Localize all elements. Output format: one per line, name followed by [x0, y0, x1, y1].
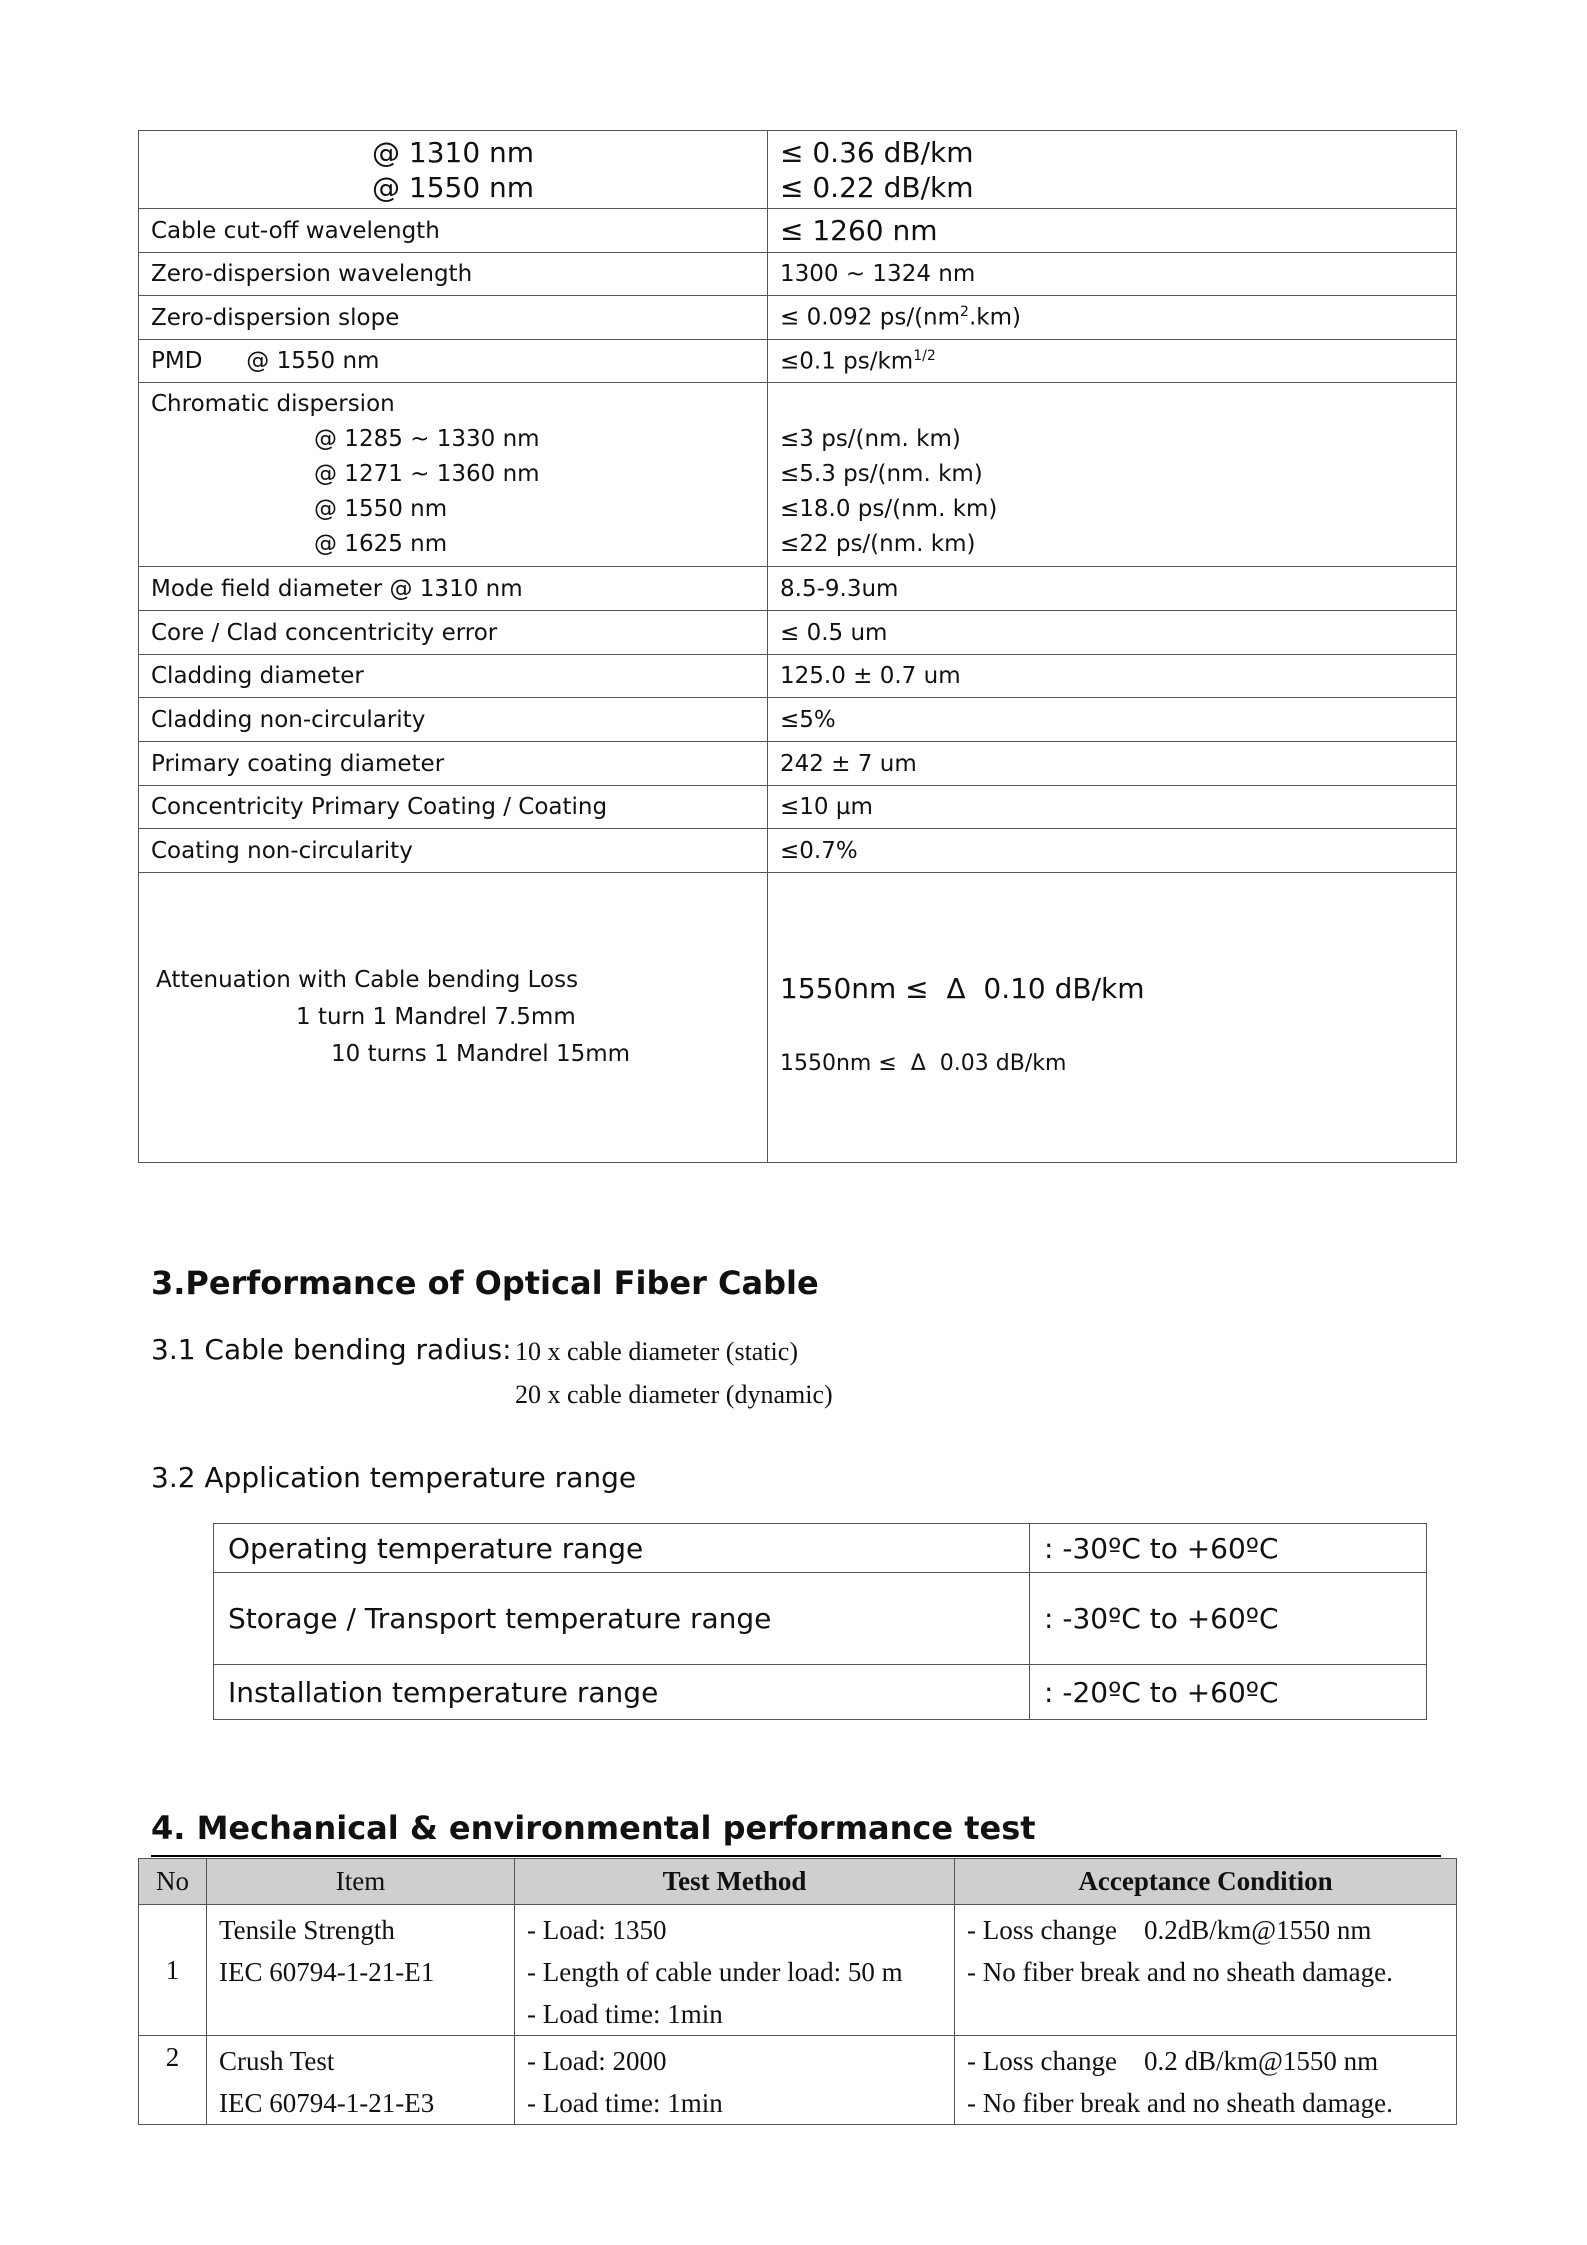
- mechanical-test-table: [138, 1858, 1457, 2125]
- value-cell: [768, 296, 1457, 340]
- value-cell: ≤0.7%: [768, 829, 1457, 873]
- value-text: .km): [968, 304, 1021, 331]
- bending-line: 10 turns 1 Mandrel 15mm: [331, 1041, 631, 1067]
- value-cell: [768, 340, 1457, 383]
- value-cell: 125.0 ± 0.7 um: [768, 655, 1457, 698]
- table-row: [139, 296, 1457, 340]
- temperature-table: [213, 1523, 1427, 1720]
- value-cell: 1300 ~ 1324 nm: [768, 253, 1457, 296]
- temp-label: Storage / Transport temperature range: [214, 1573, 1030, 1665]
- bending-title: Attenuation with Cable bending Loss: [156, 967, 579, 993]
- param-cell: Coating non-circularity: [139, 829, 768, 873]
- table-row: [139, 340, 1457, 383]
- param-line: @ 1285 ~ 1330 nm: [314, 426, 540, 452]
- column-header-item: Item: [207, 1859, 515, 1905]
- column-header-method: Test Method: [515, 1859, 955, 1905]
- row-number: 2: [139, 2036, 207, 2125]
- item-line: Crush Test: [219, 2046, 335, 2076]
- superscript: 2: [960, 304, 969, 321]
- param-cell: Cladding diameter: [139, 655, 768, 698]
- fiber-spec-table: [138, 130, 1457, 1163]
- acceptance-line: - No fiber break and no sheath damage.: [967, 2088, 1393, 2118]
- temp-label: Operating temperature range: [214, 1524, 1030, 1573]
- superscript: 1/2: [913, 347, 936, 364]
- table-row: [139, 1905, 1457, 2036]
- acceptance-cell: [955, 2036, 1457, 2125]
- section-4-heading: 4. Mechanical & environmental performance test: [151, 1809, 1036, 1847]
- table-row: [139, 209, 1457, 253]
- param-cell: Zero-dispersion wavelength: [139, 253, 768, 296]
- table-row: [139, 383, 1457, 567]
- table-row: [139, 786, 1457, 829]
- param-cell: Core / Clad concentricity error: [139, 611, 768, 655]
- section-3-heading: 3.Performance of Optical Fiber Cable: [151, 1264, 819, 1302]
- param-line: @ 1310 nm: [372, 135, 535, 169]
- method-cell: [515, 2036, 955, 2125]
- table-row: [139, 567, 1457, 611]
- param-cell: Cable cut-off wavelength: [139, 209, 768, 253]
- method-line: - Load time: 1min: [527, 2088, 723, 2118]
- bending-value-1: 1550nm ≤ Δ 0.10 dB/km: [780, 972, 1145, 1005]
- bending-radius-label: 3.1 Cable bending radius:: [151, 1333, 512, 1366]
- value-line: ≤ 0.36 dB/km: [780, 135, 974, 169]
- bending-params: [139, 873, 768, 1163]
- table-row: [214, 1524, 1427, 1573]
- acceptance-line: - No fiber break and no sheath damage.: [967, 1957, 1393, 1987]
- table-row: [139, 655, 1457, 698]
- temp-value: : -30ºC to +60ºC: [1030, 1573, 1427, 1665]
- param-line: @ 1550 nm: [314, 496, 448, 522]
- table-row: [214, 1573, 1427, 1665]
- attenuation-values: [768, 131, 1457, 209]
- value-line: ≤ 0.22 dB/km: [780, 170, 974, 204]
- param-cell: Zero-dispersion slope: [139, 296, 768, 340]
- value-line: ≤3 ps/(nm. km): [780, 426, 961, 452]
- bending-value-2: 1550nm ≤ Δ 0.03 dB/km: [780, 1051, 1067, 1076]
- method-line: - Load: 1350: [527, 1915, 667, 1945]
- param-line: @ 1550 nm: [372, 170, 535, 204]
- table-row: [139, 2036, 1457, 2125]
- item-line: IEC 60794-1-21-E3: [219, 2088, 435, 2118]
- row-number: 1: [139, 1905, 207, 2036]
- chromatic-values: [768, 383, 1457, 567]
- method-cell: [515, 1905, 955, 2036]
- method-line: - Length of cable under load: 50 m: [527, 1957, 903, 1987]
- param-line: @ 1271 ~ 1360 nm: [314, 461, 540, 487]
- temp-label: Installation temperature range: [214, 1665, 1030, 1720]
- value-cell: 242 ± 7 um: [768, 742, 1457, 786]
- table-row: [139, 742, 1457, 786]
- table-row: [139, 131, 1457, 209]
- param-cell: Primary coating diameter: [139, 742, 768, 786]
- method-line: - Load: 2000: [527, 2046, 667, 2076]
- value-line: ≤18.0 ps/(nm. km): [780, 496, 998, 522]
- attenuation-params: [139, 131, 768, 209]
- value-text: ≤0.1 ps/km: [780, 348, 914, 375]
- value-text: ≤ 0.092 ps/(nm: [780, 304, 961, 331]
- item-cell: [207, 2036, 515, 2125]
- param-cell: Cladding non-circularity: [139, 698, 768, 742]
- table-row: [139, 829, 1457, 873]
- temp-value: : -30ºC to +60ºC: [1030, 1524, 1427, 1573]
- param-cell: PMD @ 1550 nm: [139, 340, 768, 383]
- item-line: Tensile Strength: [219, 1915, 395, 1945]
- value-line: ≤22 ps/(nm. km): [780, 531, 976, 557]
- table-row: [139, 698, 1457, 742]
- value-cell: 8.5-9.3um: [768, 567, 1457, 611]
- heading-underline: [151, 1855, 1441, 1857]
- temp-value: : -20ºC to +60ºC: [1030, 1665, 1427, 1720]
- item-cell: [207, 1905, 515, 2036]
- table-row: [139, 253, 1457, 296]
- temperature-range-label: 3.2 Application temperature range: [151, 1461, 637, 1494]
- value-cell: ≤10 µm: [768, 786, 1457, 829]
- item-line: IEC 60794-1-21-E1: [219, 1957, 435, 1987]
- value-cell: ≤5%: [768, 698, 1457, 742]
- bending-values: [768, 873, 1457, 1163]
- acceptance-line: - Loss change 0.2dB/km@1550 nm: [967, 1915, 1372, 1945]
- table-header-row: [139, 1859, 1457, 1905]
- value-cell: ≤ 0.5 um: [768, 611, 1457, 655]
- table-row: [139, 873, 1457, 1163]
- table-row: [139, 611, 1457, 655]
- value-line: ≤5.3 ps/(nm. km): [780, 461, 983, 487]
- param-cell: Concentricity Primary Coating / Coating: [139, 786, 768, 829]
- method-line: - Load time: 1min: [527, 1999, 723, 2029]
- acceptance-line: - Loss change 0.2 dB/km@1550 nm: [967, 2046, 1379, 2076]
- column-header-no: No: [139, 1859, 207, 1905]
- bending-radius-dynamic: 20 x cable diameter (dynamic): [515, 1380, 833, 1409]
- value-cell: ≤ 1260 nm: [768, 209, 1457, 253]
- bending-line: 1 turn 1 Mandrel 7.5mm: [296, 1004, 576, 1030]
- chromatic-params: [139, 383, 768, 567]
- column-header-acceptance: Acceptance Condition: [955, 1859, 1457, 1905]
- chromatic-title: Chromatic dispersion: [151, 391, 395, 417]
- param-cell: Mode field diameter @ 1310 nm: [139, 567, 768, 611]
- bending-radius-static: 10 x cable diameter (static): [515, 1337, 798, 1366]
- acceptance-cell: [955, 1905, 1457, 2036]
- param-line: @ 1625 nm: [314, 531, 448, 557]
- table-row: [214, 1665, 1427, 1720]
